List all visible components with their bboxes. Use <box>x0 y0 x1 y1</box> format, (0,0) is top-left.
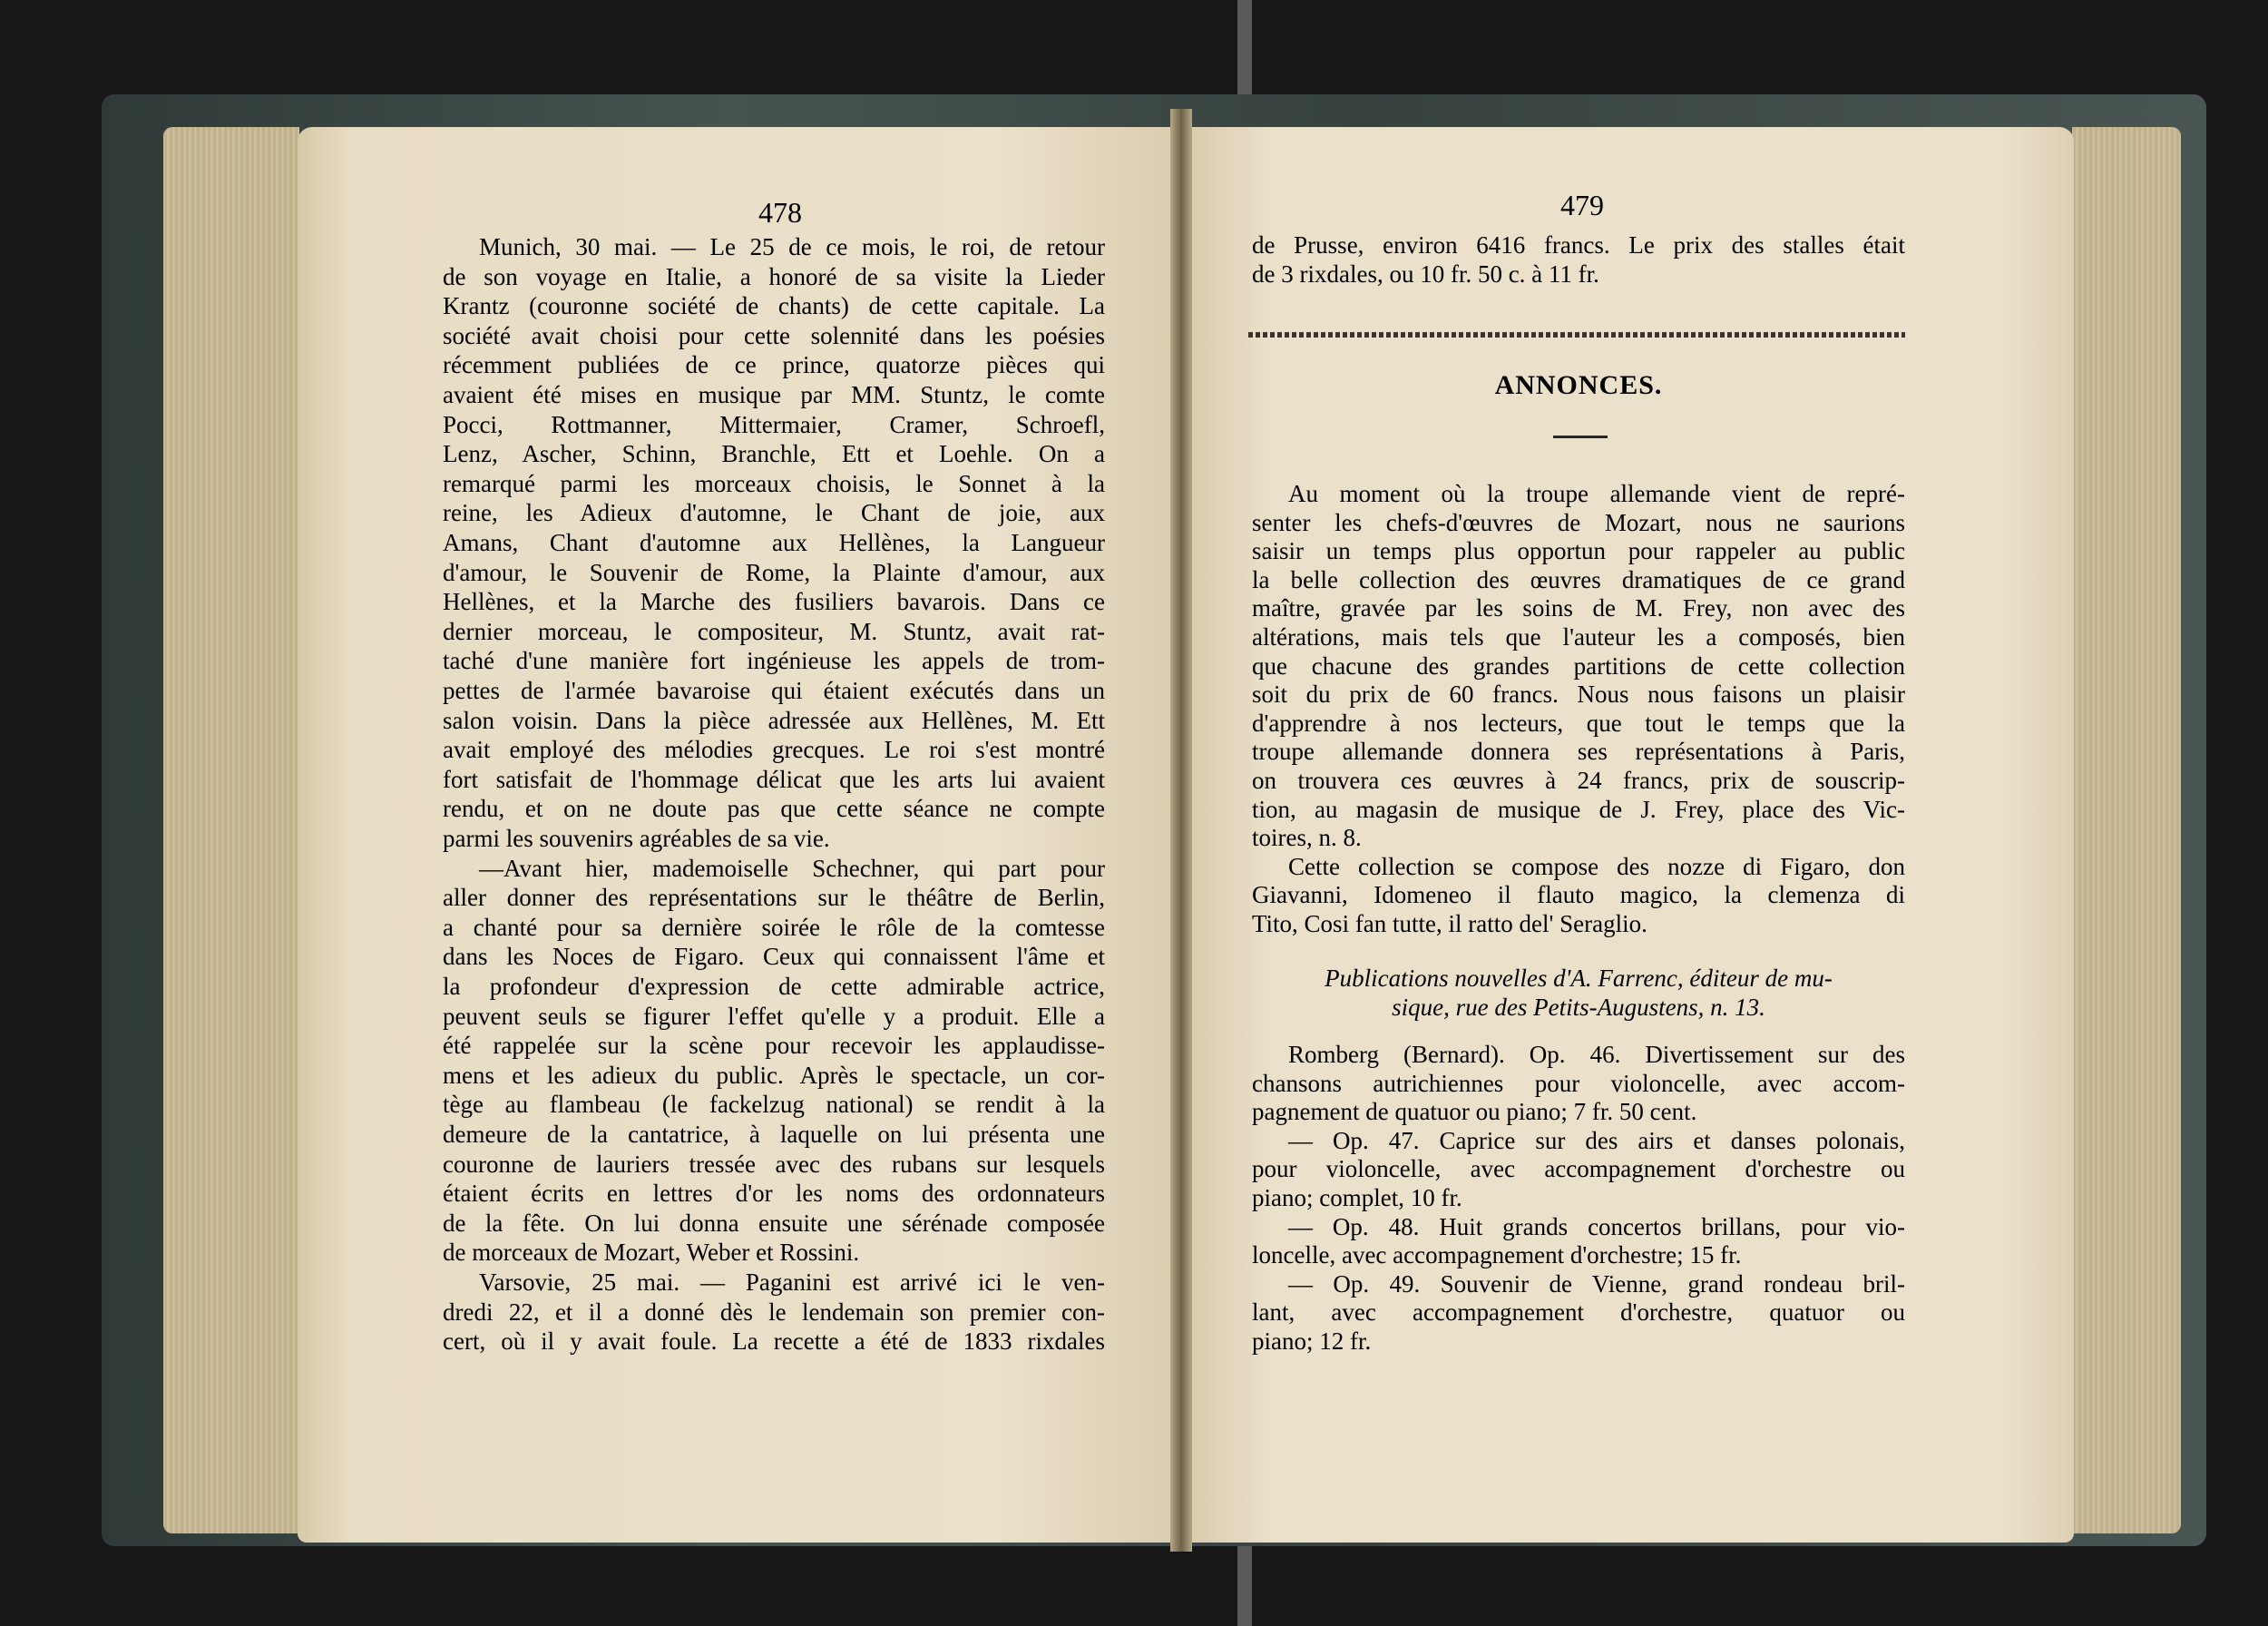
text-line: société avait choisi pour cette solennité dans les poésies <box>443 321 1105 349</box>
annonces-heading: ANNONCES. <box>1494 370 1663 400</box>
text-line: peuvent seuls se figurer l'effet qu'elle y a produit. Elle a <box>443 1002 1105 1030</box>
text-line: de morceaux de Mozart, Weber et Rossini. <box>443 1239 860 1267</box>
text-line: piano; complet, 10 fr. <box>1252 1184 1462 1211</box>
text-line: Cette collection se compose des nozze di Figaro, don <box>1288 852 1905 880</box>
text-line: de 3 rixdales, ou 10 fr. 50 c. à 11 fr. <box>1252 260 1599 288</box>
text-line: salon voisin. Dans la pièce adressée aux Hellènes, M. Ett <box>443 706 1105 734</box>
text-line: Lenz, Ascher, Schinn, Branchle, Ett et Loehle. On a <box>443 440 1105 468</box>
text-line: tion, au magasin de musique de J. Frey, place des Vic- <box>1252 795 1905 823</box>
text-line: — Op. 48. Huit grands concertos brillans, pour vio- <box>1288 1212 1905 1240</box>
text-line: dernier morceau, le compositeur, M. Stuntz, avait rat- <box>443 617 1105 645</box>
text-line: remarqué parmi les morceaux choisis, le Sonnet à la <box>443 469 1105 497</box>
text-line: pagnement de quatuor ou piano; 7 fr. 50 cent. <box>1252 1098 1697 1126</box>
section-divider <box>1248 332 1905 338</box>
text-line: maître, gravée par les soins de M. Frey, non avec des <box>1252 594 1905 622</box>
text-line: — Op. 47. Caprice sur des airs et danses polonais, <box>1288 1126 1905 1154</box>
text-line: — Op. 49. Souvenir de Vienne, grand rondeau bril- <box>1288 1269 1905 1298</box>
text-line: senter les chefs-d'œuvres de Mozart, nous ne saurions <box>1252 508 1905 536</box>
text-line: chansons autrichiennes pour violoncelle, avec accom- <box>1252 1069 1905 1097</box>
text-line: cert, où il y avait foule. La recette a été de 1833 rixdales <box>443 1327 1105 1356</box>
text-line: rendu, et on ne doute pas que cette séance ne compte <box>443 795 1105 823</box>
book-gutter <box>1170 109 1192 1552</box>
left-page-number: 478 <box>758 196 802 229</box>
publications-heading-line-1: Publications nouvelles d'A. Farrenc, éditeur de mu- <box>1325 965 1833 992</box>
text-line: Tito, Cosi fan tutte, il ratto del' Seraglio. <box>1252 910 1647 937</box>
text-line: d'amour, le Souvenir de Rome, la Plainte d'amour, aux <box>443 558 1105 586</box>
publications-heading-line-2: sique, rue des Petits-Augustens, n. 13. <box>1392 994 1765 1021</box>
heading-rule <box>1553 436 1608 438</box>
text-line: dredi 22, et il a donné dès le lendemain son premier con- <box>443 1298 1105 1326</box>
text-line: récemment publiées de ce prince, quatorze pièces qui <box>443 351 1105 379</box>
text-line: loncelle, avec accompagnement d'orchestre; 15 fr. <box>1252 1241 1742 1269</box>
text-line: Munich, 30 mai. — Le 25 de ce mois, le roi, de retour <box>479 233 1105 260</box>
text-line: de son voyage en Italie, a honoré de sa visite la Lieder <box>443 262 1105 290</box>
text-line: toires, n. 8. <box>1252 824 1362 852</box>
right-fore-edge <box>2072 127 2181 1533</box>
text-line: tège au flambeau (le fackelzug national) se rendit à la <box>443 1091 1105 1119</box>
text-line: dans les Noces de Figaro. Ceux qui connaissent l'âme et <box>443 943 1105 971</box>
text-line: a chanté pour sa dernière soirée le rôle de la comtesse <box>443 913 1105 941</box>
text-line: pettes de l'armée bavaroise qui étaient exécutés dans un <box>443 677 1105 704</box>
text-line: d'apprendre à nos lecteurs, que tout le temps que la <box>1252 709 1905 737</box>
right-page-number: 479 <box>1560 189 1604 221</box>
text-line: Hellènes, et la Marche des fusiliers bavarois. Dans ce <box>443 588 1105 616</box>
text-line: mens et les adieux du public. Après le spectacle, un cor- <box>443 1061 1105 1089</box>
text-line: demeure de la cantatrice, à laquelle on lui présenta une <box>443 1121 1105 1148</box>
text-line: parmi les souvenirs agréables de sa vie. <box>443 825 830 852</box>
text-line: été rappelée sur la scène pour recevoir les applaudisse- <box>443 1032 1105 1060</box>
text-line: Pocci, Rottmanner, Mittermaier, Cramer, Schroefl, <box>443 410 1105 438</box>
text-line: on trouvera ces œuvres à 24 francs, prix de souscrip- <box>1252 767 1905 794</box>
text-line: la belle collection des œuvres dramatiques de ce grand <box>1252 565 1905 593</box>
text-line: la profondeur d'expression de cette admirable actrice, <box>443 973 1105 1000</box>
text-line: Amans, Chant d'automne aux Hellènes, la Langueur <box>443 529 1105 556</box>
text-line: Giavanni, Idomeneo il flauto magico, la clemenza di <box>1252 881 1905 909</box>
text-line: que chacune des grandes partitions de cette collection <box>1252 651 1905 680</box>
text-line: Au moment où la troupe allemande vient de repré- <box>1288 480 1905 507</box>
left-fore-edge <box>163 127 299 1533</box>
text-line: soit du prix de 60 francs. Nous nous faisons un plaisir <box>1252 681 1905 709</box>
text-line: couronne de lauriers tressée avec des rubans sur lesquels <box>443 1150 1105 1178</box>
text-line: Krantz (couronne société de chants) de cette capitale. La <box>443 292 1105 320</box>
text-line: Varsovie, 25 mai. — Paganini est arrivé ici le ven- <box>479 1268 1105 1296</box>
text-line: lant, avec accompagnement d'orchestre, quatuor ou <box>1252 1298 1905 1327</box>
text-line: —Avant hier, mademoiselle Schechner, qui part pour <box>479 854 1105 882</box>
text-line: fort satisfait de l'hommage délicat que les arts lui avaient <box>443 765 1105 793</box>
text-line: reine, les Adieux d'automne, le Chant de joie, aux <box>443 499 1105 527</box>
text-line: altérations, mais tels que l'auteur les a composés, bien <box>1252 623 1905 651</box>
text-line: saisir un temps plus opportun pour rappeler au public <box>1252 537 1905 565</box>
text-line: Romberg (Bernard). Op. 46. Divertissement sur des <box>1288 1041 1905 1068</box>
text-line: piano; 12 fr. <box>1252 1327 1372 1355</box>
text-line: étaient écrits en lettres d'or les noms des ordonnateurs <box>443 1180 1105 1208</box>
text-line: avaient été mises en musique par MM. Stuntz, le comte <box>443 381 1105 408</box>
text-line: de la fête. On lui donna ensuite une sérénade composée <box>443 1209 1105 1237</box>
text-line: pour violoncelle, avec accompagnement d'orchestre ou <box>1252 1155 1905 1183</box>
text-line: aller donner des représentations sur le théâtre de Berlin, <box>443 884 1105 912</box>
text-line: de Prusse, environ 6416 francs. Le prix des stalles était <box>1252 231 1905 259</box>
text-line: troupe allemande donnera ses représentations à Paris, <box>1252 738 1905 766</box>
text-line: avait employé des mélodies grecques. Le roi s'est montré <box>443 736 1105 764</box>
text-line: taché d'une manière fort ingénieuse les appels de trom- <box>443 647 1105 675</box>
